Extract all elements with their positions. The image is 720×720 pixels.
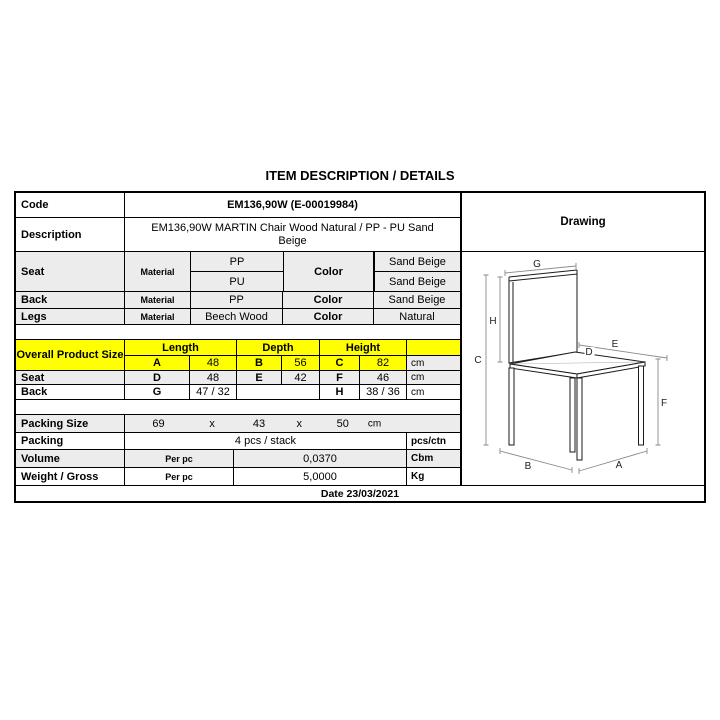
packing-size-row [16, 415, 460, 433]
seat-size-unit: cm [407, 371, 460, 384]
seat-depth-key: E [237, 371, 282, 384]
back-material-row [16, 292, 460, 309]
volume-row [16, 450, 460, 468]
packing-size-v3: 50 [336, 417, 349, 430]
overall-unit: cm [407, 356, 460, 370]
drawing-header: Drawing [462, 193, 704, 252]
spacer-row-1 [16, 325, 460, 340]
back-size-label: Back [16, 385, 125, 399]
overall-height-key: C [320, 356, 360, 370]
chair-leg-back-left [509, 368, 514, 445]
dim-label-d: D [585, 347, 593, 358]
details-section [16, 193, 460, 485]
seat-material-1: PP [191, 252, 283, 271]
size-col-depth: Depth [237, 340, 320, 355]
seat-color-caption: Color [283, 252, 374, 291]
dim-label-e: E [611, 339, 619, 350]
seat-length-value: 48 [190, 371, 237, 384]
chair-backrest [509, 274, 577, 363]
back-color-value: Sand Beige [374, 292, 460, 308]
dim-label-f: F [660, 398, 668, 409]
volume-per: Per pc [125, 450, 234, 467]
size-header-label: Overall Product Size [16, 340, 125, 370]
back-size-unit: cm [411, 386, 425, 398]
seat-material-values [191, 252, 283, 291]
drawing-section [460, 193, 704, 485]
packing-size-v2: 43 [252, 417, 266, 430]
weight-unit: Kg [411, 471, 425, 482]
seat-color-1-row [374, 252, 460, 272]
legs-material-caption: Material [125, 309, 191, 324]
weight-row [16, 468, 460, 485]
packing-size-sep2: x [296, 417, 302, 430]
size-col-height: Height [320, 340, 407, 355]
spec-table [14, 191, 706, 503]
size-col-length: Length [125, 340, 237, 355]
overall-height-value: 82 [360, 356, 407, 370]
dim-label-g: G [533, 259, 541, 270]
weight-per: Per pc [125, 468, 234, 485]
chair-outline [509, 270, 645, 460]
seat-color-1: Sand Beige [374, 252, 460, 271]
seat-material-2: PU [191, 272, 283, 291]
packing-size-label: Packing Size [16, 415, 125, 432]
size-overall-values [125, 356, 460, 370]
overall-depth-value: 56 [282, 356, 320, 370]
weight-value: 5,0000 [234, 468, 407, 485]
code-row [16, 193, 460, 218]
packing-value: 4 pcs / stack [125, 433, 407, 449]
date-row: Date 23/03/2021 [320, 487, 400, 500]
overall-depth-key: B [237, 356, 282, 370]
packing-unit: pcs/ctn [411, 435, 447, 447]
chair-drawing [462, 252, 704, 485]
overall-length-value: 48 [190, 356, 237, 370]
dim-label-c: C [474, 355, 482, 366]
back-height-key: H [320, 385, 360, 399]
seat-material-caption: Material [125, 252, 191, 291]
chair-leg-front-left [577, 378, 582, 460]
legs-label: Legs [16, 309, 125, 324]
dim-label-h: H [489, 316, 497, 327]
weight-label: Weight / Gross [16, 468, 125, 485]
volume-label: Volume [16, 450, 125, 467]
page-title: ITEM DESCRIPTION / DETAILS [265, 168, 455, 183]
seat-material-row [16, 252, 460, 292]
description-row [16, 218, 460, 252]
code-label: Code [16, 193, 125, 217]
spacer-row-2 [16, 400, 460, 415]
seat-height-value: 46 [360, 371, 407, 384]
legs-color-caption: Color [283, 309, 374, 324]
dim-label-a: A [615, 460, 623, 471]
packing-size-sep1: x [209, 417, 215, 430]
size-dimension-captions [125, 340, 460, 356]
description-label: Description [16, 218, 125, 251]
overall-length-key: A [125, 356, 190, 370]
seat-label: Seat [16, 252, 125, 291]
size-header-cols [125, 340, 460, 370]
legs-material-row [16, 309, 460, 325]
volume-value: 0,0370 [234, 450, 407, 467]
packing-size-values [125, 415, 460, 432]
seat-size-label: Seat [16, 371, 125, 384]
dim-label-b: B [524, 461, 532, 472]
seat-height-key: F [320, 371, 360, 384]
seat-color-values [374, 252, 460, 291]
back-height-value: 38 / 36 [360, 385, 407, 399]
seat-depth-value: 42 [282, 371, 320, 384]
drawing-area [462, 252, 704, 485]
seat-length-key: D [125, 371, 190, 384]
back-depth-empty [237, 385, 320, 399]
size-header-row [16, 340, 460, 371]
chair-leg-front-right [639, 366, 644, 445]
seat-material-2-row [191, 272, 283, 291]
seat-material-1-row [191, 252, 283, 272]
back-material-caption: Material [125, 292, 191, 308]
code-value: EM136,90W (E-00019984) [227, 199, 358, 211]
back-material-value: PP [191, 292, 283, 308]
legs-color-value: Natural [374, 309, 460, 324]
back-length-value: 47 / 32 [190, 385, 237, 399]
seat-size-row [16, 371, 460, 385]
back-length-key: G [125, 385, 190, 399]
packing-size-unit: cm [367, 418, 382, 429]
description-value: EM136,90W MARTIN Chair Wood Natural / PP - PU Sand Beige [151, 221, 434, 247]
seat-color-2-row [374, 272, 460, 291]
chair-leg-back-right [570, 378, 575, 452]
packing-label: Packing [16, 433, 125, 449]
seat-color-2: Sand Beige [374, 272, 460, 291]
volume-unit: Cbm [407, 450, 460, 467]
back-color-caption: Color [283, 292, 374, 308]
packing-size-v1: 69 [152, 417, 165, 430]
size-col-unit-header [407, 340, 460, 355]
legs-material-value: Beech Wood [191, 309, 283, 324]
back-size-row [16, 385, 460, 400]
packing-row [16, 433, 460, 450]
back-label: Back [16, 292, 125, 308]
table-body [16, 193, 704, 486]
